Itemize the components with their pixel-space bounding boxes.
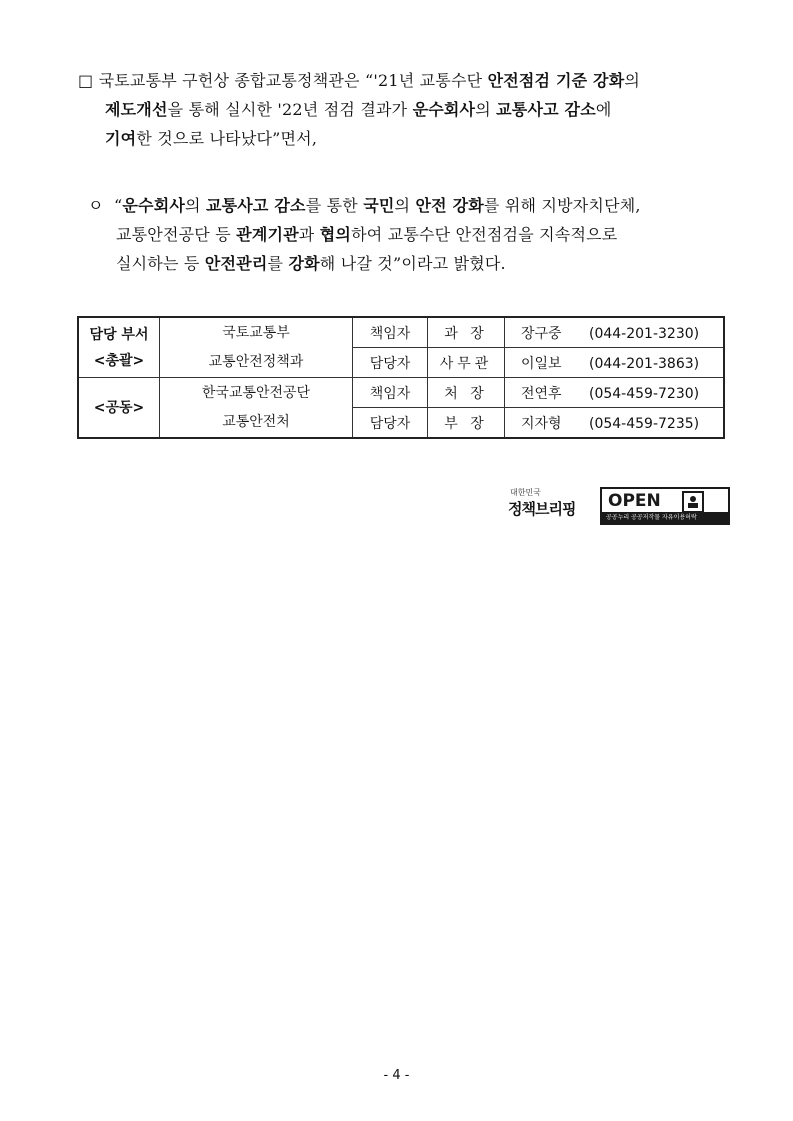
phone-number: (044-201-3863): [589, 355, 700, 372]
role-cell: 담당자: [353, 408, 428, 439]
phone-number: (054-459-7235): [589, 415, 700, 432]
table-row: [78, 378, 724, 408]
paragraph-2-line-1: ㅇ “운수회사의 교통사고 감소를 통한 국민의 안전 강화를 위해 지방자치단체,: [88, 191, 728, 220]
person-cell: 장구중 (044-201-3230): [505, 317, 725, 348]
circle-bullet: ㅇ: [88, 196, 104, 215]
org-cell-molit: 국토교통부 교통안전정책과: [160, 317, 353, 378]
square-bullet: □: [78, 71, 94, 90]
person-cell: 이일보 (044-201-3863): [505, 348, 725, 378]
rank-cell: 과 장: [428, 317, 505, 348]
korea-policy-briefing-logo: 대한민국 정책브리핑: [508, 488, 576, 518]
rank-cell: 처 장: [428, 378, 505, 408]
kogl-open-badge: OPEN 공공누리 공공저작물 자유이용허락: [600, 487, 730, 525]
phone-number: (054-459-7230): [589, 385, 700, 402]
role-cell: 책임자: [353, 378, 428, 408]
paragraph-1: [78, 66, 728, 153]
paragraph-1-line-1: □ 국토교통부 구헌상 종합교통정책관은 “'21년 교통수단 안전점검 기준 강화의: [78, 71, 641, 90]
person-cell: 전연후 (054-459-7230): [505, 378, 725, 408]
table-row: [78, 317, 724, 348]
paragraph-2-line-2: 교통안전공단 등 관계기관과 협의하여 교통수단 안전점검을 지속적으로: [116, 225, 618, 244]
rank-cell: 사무관: [428, 348, 505, 378]
paragraph-1-line-2: 제도개선을 통해 실시한 '22년 점검 결과가 운수회사의 교통사고 감소에: [105, 100, 612, 119]
contact-table: [77, 316, 725, 439]
role-cell: 담당자: [353, 348, 428, 378]
rank-cell: 부 장: [428, 408, 505, 439]
paragraph-2: [88, 191, 728, 278]
dept-cell-lead: 담당 부서 <총괄>: [78, 317, 160, 378]
footer-logos: [508, 487, 730, 527]
org-cell-kotsa: 한국교통안전공단 교통안전처: [160, 378, 353, 439]
person-cell: 지자형 (054-459-7235): [505, 408, 725, 439]
dept-cell-joint: <공동>: [78, 378, 160, 439]
paragraph-1-line-3: 기여한 것으로 나타났다”면서,: [105, 129, 318, 148]
role-cell: 책임자: [353, 317, 428, 348]
open-license-attribution-icon: [682, 491, 704, 513]
phone-number: (044-201-3230): [589, 325, 700, 342]
page-number: - 4 -: [383, 1068, 410, 1083]
paragraph-2-line-3: 실시하는 등 안전관리를 강화해 나갈 것”이라고 밝혔다.: [116, 254, 506, 273]
